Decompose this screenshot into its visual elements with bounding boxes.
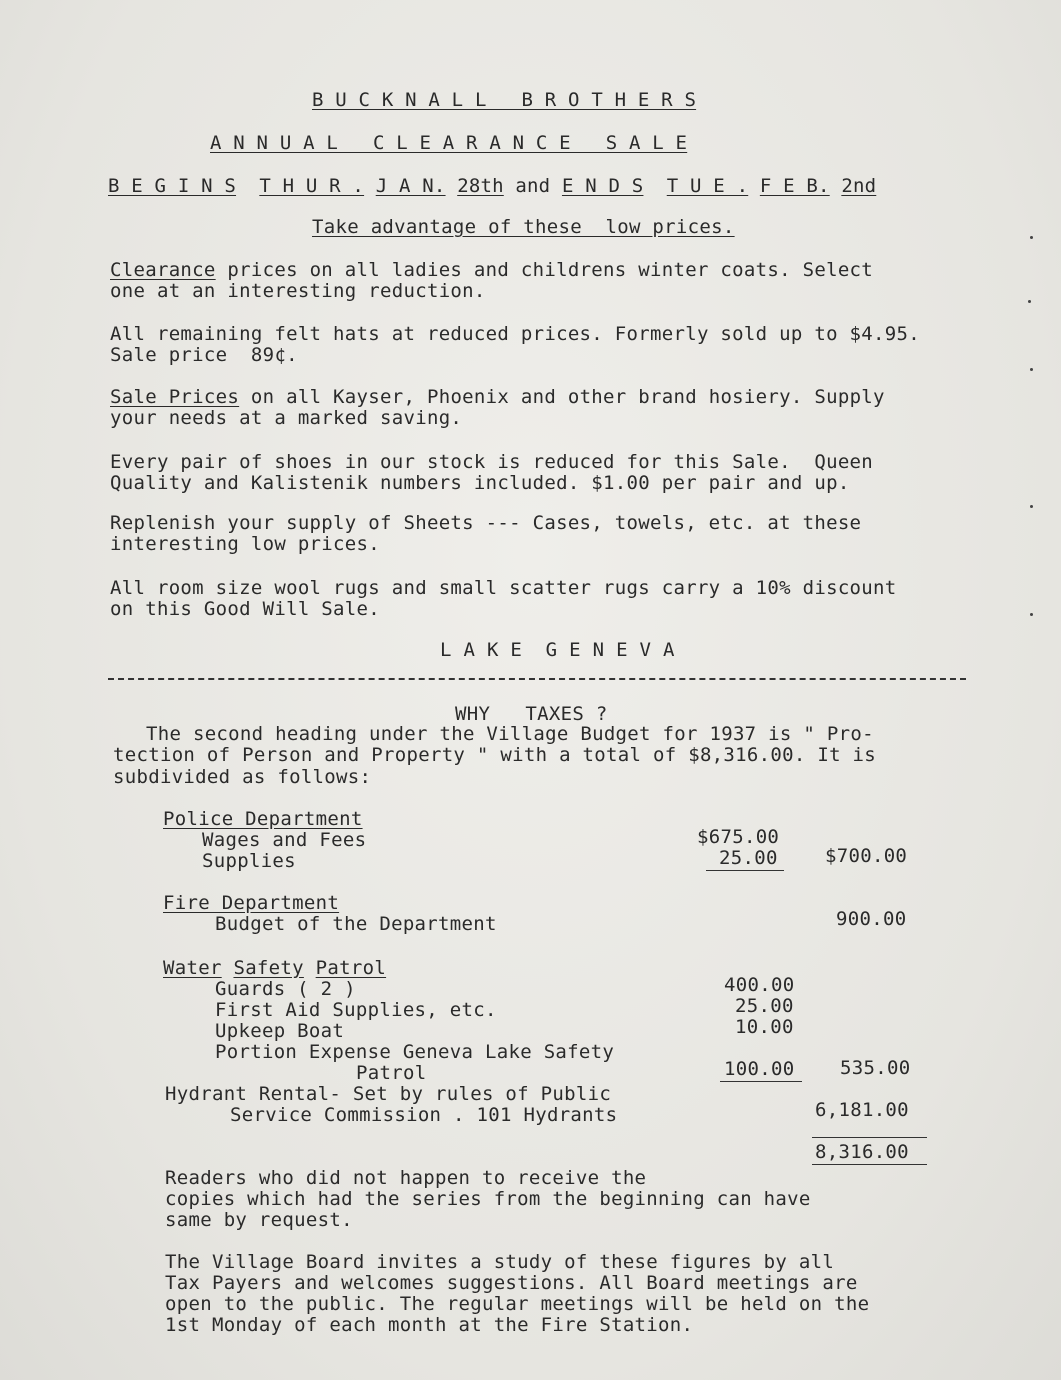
article-intro-line: The second heading under the Village Budget for 1937 is " Pro- [146,723,874,745]
police-wages-amount: $675.00 [697,826,780,848]
police-supplies-amount: 25.00 [719,847,778,869]
sale-item-line: prices on all ladies and childrens winter coats. Select [215,259,874,281]
article-intro-line: tection of Person and Property " with a total of $8,316.00. It is [113,744,877,766]
water-patrol-amount: 100.00 [724,1058,795,1080]
police-title: Police Department [163,808,363,830]
board-note-line: 1st Monday of each month at the Fire Station. [165,1314,694,1336]
and-word: and [515,175,551,197]
police-supplies-label: Supplies [202,850,296,872]
end-date: 2nd [841,175,877,197]
paper-speck [1028,300,1031,303]
tagline: Take advantage of these low prices. [312,216,735,238]
company-name: B U C K N A L L B R O T H E R S [312,89,697,111]
paper-speck [1030,505,1033,508]
total-rule [812,1164,927,1165]
water-title-word: Safety [233,957,304,979]
paper-speck [1030,613,1033,616]
water-title [163,958,386,979]
end-day: T U E . [666,175,749,197]
paper-speck [1030,236,1033,239]
sale-item-line: your needs at a marked saving. [110,407,463,429]
water-patrol-label: Patrol [356,1062,427,1084]
begin-date: 28th [457,175,504,197]
hydrant-line: Hydrant Rental- Set by rules of Public [165,1083,612,1105]
water-firstaid-amount: 25.00 [735,995,794,1017]
readers-note-line: Readers who did not happen to receive the [165,1167,647,1189]
water-title-word: Patrol [315,957,387,979]
fire-total: 900.00 [836,908,907,930]
sale-dates [108,176,876,197]
sale-item-line: on this Good Will Sale. [110,598,380,620]
sale-item-lead: Sale Prices [110,386,240,408]
begin-day: T H U R . [259,175,365,197]
hydrant-line: Service Commission . 101 Hydrants [230,1104,618,1126]
end-month: F E B. [759,175,830,197]
grand-total: 8,316.00 [815,1141,909,1163]
sale-item-shoes [110,452,873,494]
sale-item-sheets [110,513,861,555]
water-total: 535.00 [840,1057,911,1079]
sale-item-line: Sale price 89¢. [110,344,298,366]
water-boat-label: Upkeep Boat [215,1020,345,1042]
water-boat-amount: 10.00 [735,1016,794,1038]
sale-item-hosiery [110,387,885,429]
sale-item-line: Every pair of shoes in our stock is reduced for this Sale. Queen [110,451,874,473]
sale-item-lead: Clearance [110,259,216,281]
water-guards-amount: 400.00 [724,974,795,996]
sale-item-coats [110,260,873,302]
water-portion-label: Portion Expense Geneva Lake Safety [215,1041,615,1063]
subtotal-rule [720,1081,802,1082]
location-name: L A K E G E N E V A [440,639,675,661]
sale-item-line: All room size wool rugs and small scatter rugs carry a 10% discount [110,577,897,599]
sale-item-rugs [110,578,897,620]
board-note-line: open to the public. The regular meetings will be held on the [165,1293,870,1315]
water-firstaid-label: First Aid Supplies, etc. [215,999,497,1021]
paper-speck [1030,368,1033,371]
board-note-line: Tax Payers and welcomes suggestions. All Board meetings are [165,1272,858,1294]
hydrant-total: 6,181.00 [815,1099,909,1121]
sale-item-line: All remaining felt hats at reduced prices. Formerly sold up to $4.95. [110,323,920,345]
total-rule [812,1137,927,1138]
police-wages-label: Wages and Fees [202,829,367,851]
sale-item-line: interesting low prices. [110,533,380,555]
readers-note-line: same by request. [165,1209,353,1231]
subtotal-rule [706,870,784,871]
board-note-line: The Village Board invites a study of these figures by all [165,1251,835,1273]
readers-note-line: copies which had the series from the beginning can have [165,1188,811,1210]
sale-title: A N N U A L C L E A R A N C E S A L E [210,132,688,154]
fire-item-label: Budget of the Department [215,913,497,935]
sale-item-line: Replenish your supply of Sheets --- Cases, towels, etc. at these [110,512,862,534]
sale-item-line: on all Kayser, Phoenix and other brand hosiery. Supply [239,386,885,408]
article-intro-line: subdivided as follows: [113,766,372,788]
sale-item-hats [110,324,920,366]
water-title-word: Water [163,957,222,979]
water-guards-label: Guards ( 2 ) [215,978,356,1000]
fire-title: Fire Department [163,892,340,914]
dashed-divider [108,678,966,680]
police-total: $700.00 [825,845,908,867]
begin-month: J A N. [375,175,446,197]
article-heading: WHY TAXES ? [455,703,608,725]
ends-word: E N D S [561,175,644,197]
begins-word: B E G I N S [108,175,237,197]
sale-item-line: one at an interesting reduction. [110,280,486,302]
sale-item-line: Quality and Kalistenik numbers included. $1.00 per pair and up. [110,472,850,494]
